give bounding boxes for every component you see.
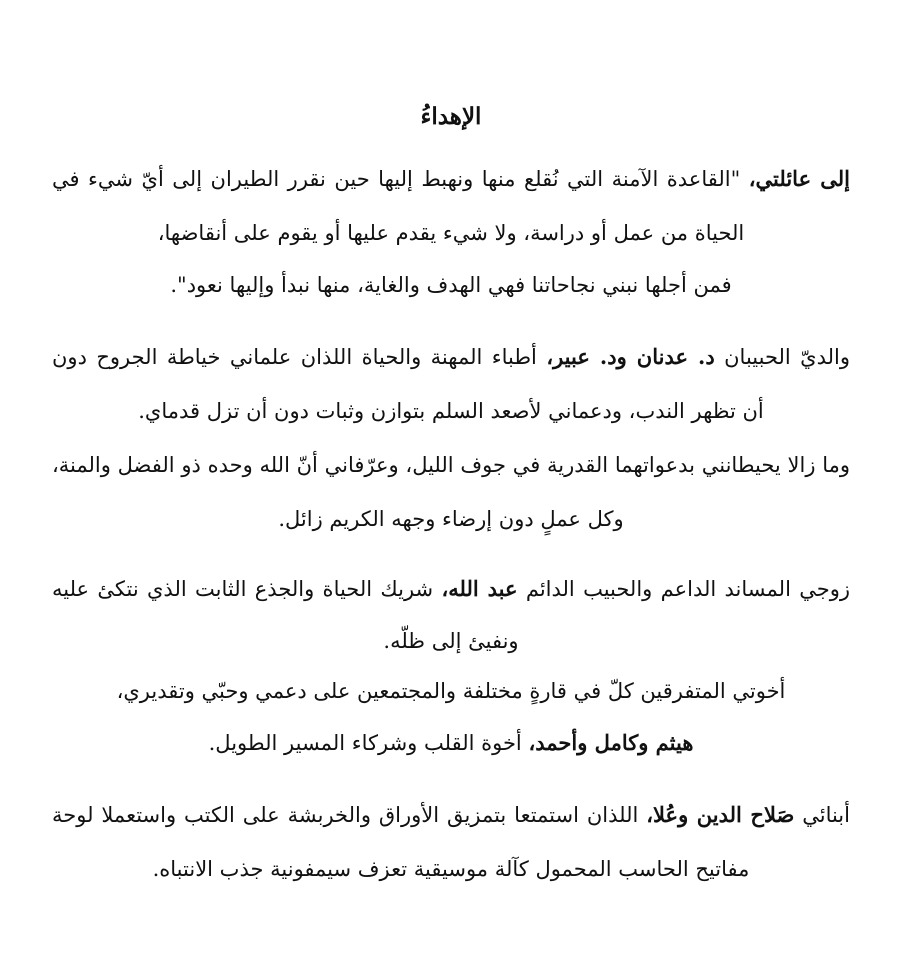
p3-line-4-bold: هيثم وكامل وأحمد، [528, 730, 694, 755]
p1-line-3: فمن أجلها نبني نجاحاتنا فهي الهدف والغاية، منها نبدأ وإليها نعود". [170, 273, 732, 297]
p3-line-1-text: شريك الحياة والجذع الثابت الذي نتكئ عليه [52, 577, 442, 601]
p1-line-2: الحياة من عمل أو دراسة، ولا شيء يقدم عليها أو يقوم على أنقاضها، [157, 221, 745, 245]
p1-line-1 [52, 164, 850, 194]
page-title: الإهداءُ [420, 103, 482, 130]
p4-line-1-text: اللذان استمتعا بتمزيق الأوراق والخربشة على الكتب واستعملا لوحة [52, 803, 647, 827]
p2-line-4: وكل عملٍ دون إرضاء وجهه الكريم زائل. [278, 507, 624, 531]
p2-line-2: أن تظهر الندب، ودعماني لأصعد السلم بتوازن وثبات دون أن تزل قدماي. [138, 399, 764, 423]
p2-line-1-pre: والديّ الحبيبان [714, 345, 851, 369]
p3-bold: عبد الله، [441, 576, 518, 601]
p3-line-1-pre: زوجي المساند الداعم والحبيب الدائم [517, 577, 850, 601]
p2-line-1-text: أطباء المهنة والحياة اللذان علماني خياطة الجروح دون [52, 345, 547, 369]
p3-line-1 [52, 574, 850, 604]
p4-bold: صَلاح الدين وعُلا، [646, 802, 795, 827]
p4-line-1 [52, 800, 850, 830]
p3-line-2: ونفيئ إلى ظلّه. [383, 629, 519, 653]
p2-bold: د. عدنان ود. عبير، [546, 344, 715, 369]
p3-line-4 [0, 728, 902, 758]
p1-bold: إلى عائلتي، [748, 166, 850, 191]
p2-line-3: وما زالا يحيطانني بدعواتهما القدرية في جوف الليل، وعرّفاني أنّ الله وحده ذو الفضل والمنة، [52, 453, 850, 477]
p3-line-4-text: أخوة القلب وشركاء المسير الطويل. [208, 731, 529, 755]
p3-line-3: أخوتي المتفرقين كلّ في قارةٍ مختلفة والمجتمعين على دعمي وحبّي وتقديري، [116, 679, 786, 703]
p2-line-1 [52, 342, 850, 372]
p4-line-2: مفاتيح الحاسب المحمول كآلة موسيقية تعزف سيمفونية جذب الانتباه. [152, 857, 750, 881]
p4-line-1-pre: أبنائي [794, 803, 850, 827]
p1-line-1-text: "القاعدة الآمنة التي نُقلع منها ونهبط إليها حين نقرر الطيران إلى أيّ شيء في [52, 167, 749, 191]
